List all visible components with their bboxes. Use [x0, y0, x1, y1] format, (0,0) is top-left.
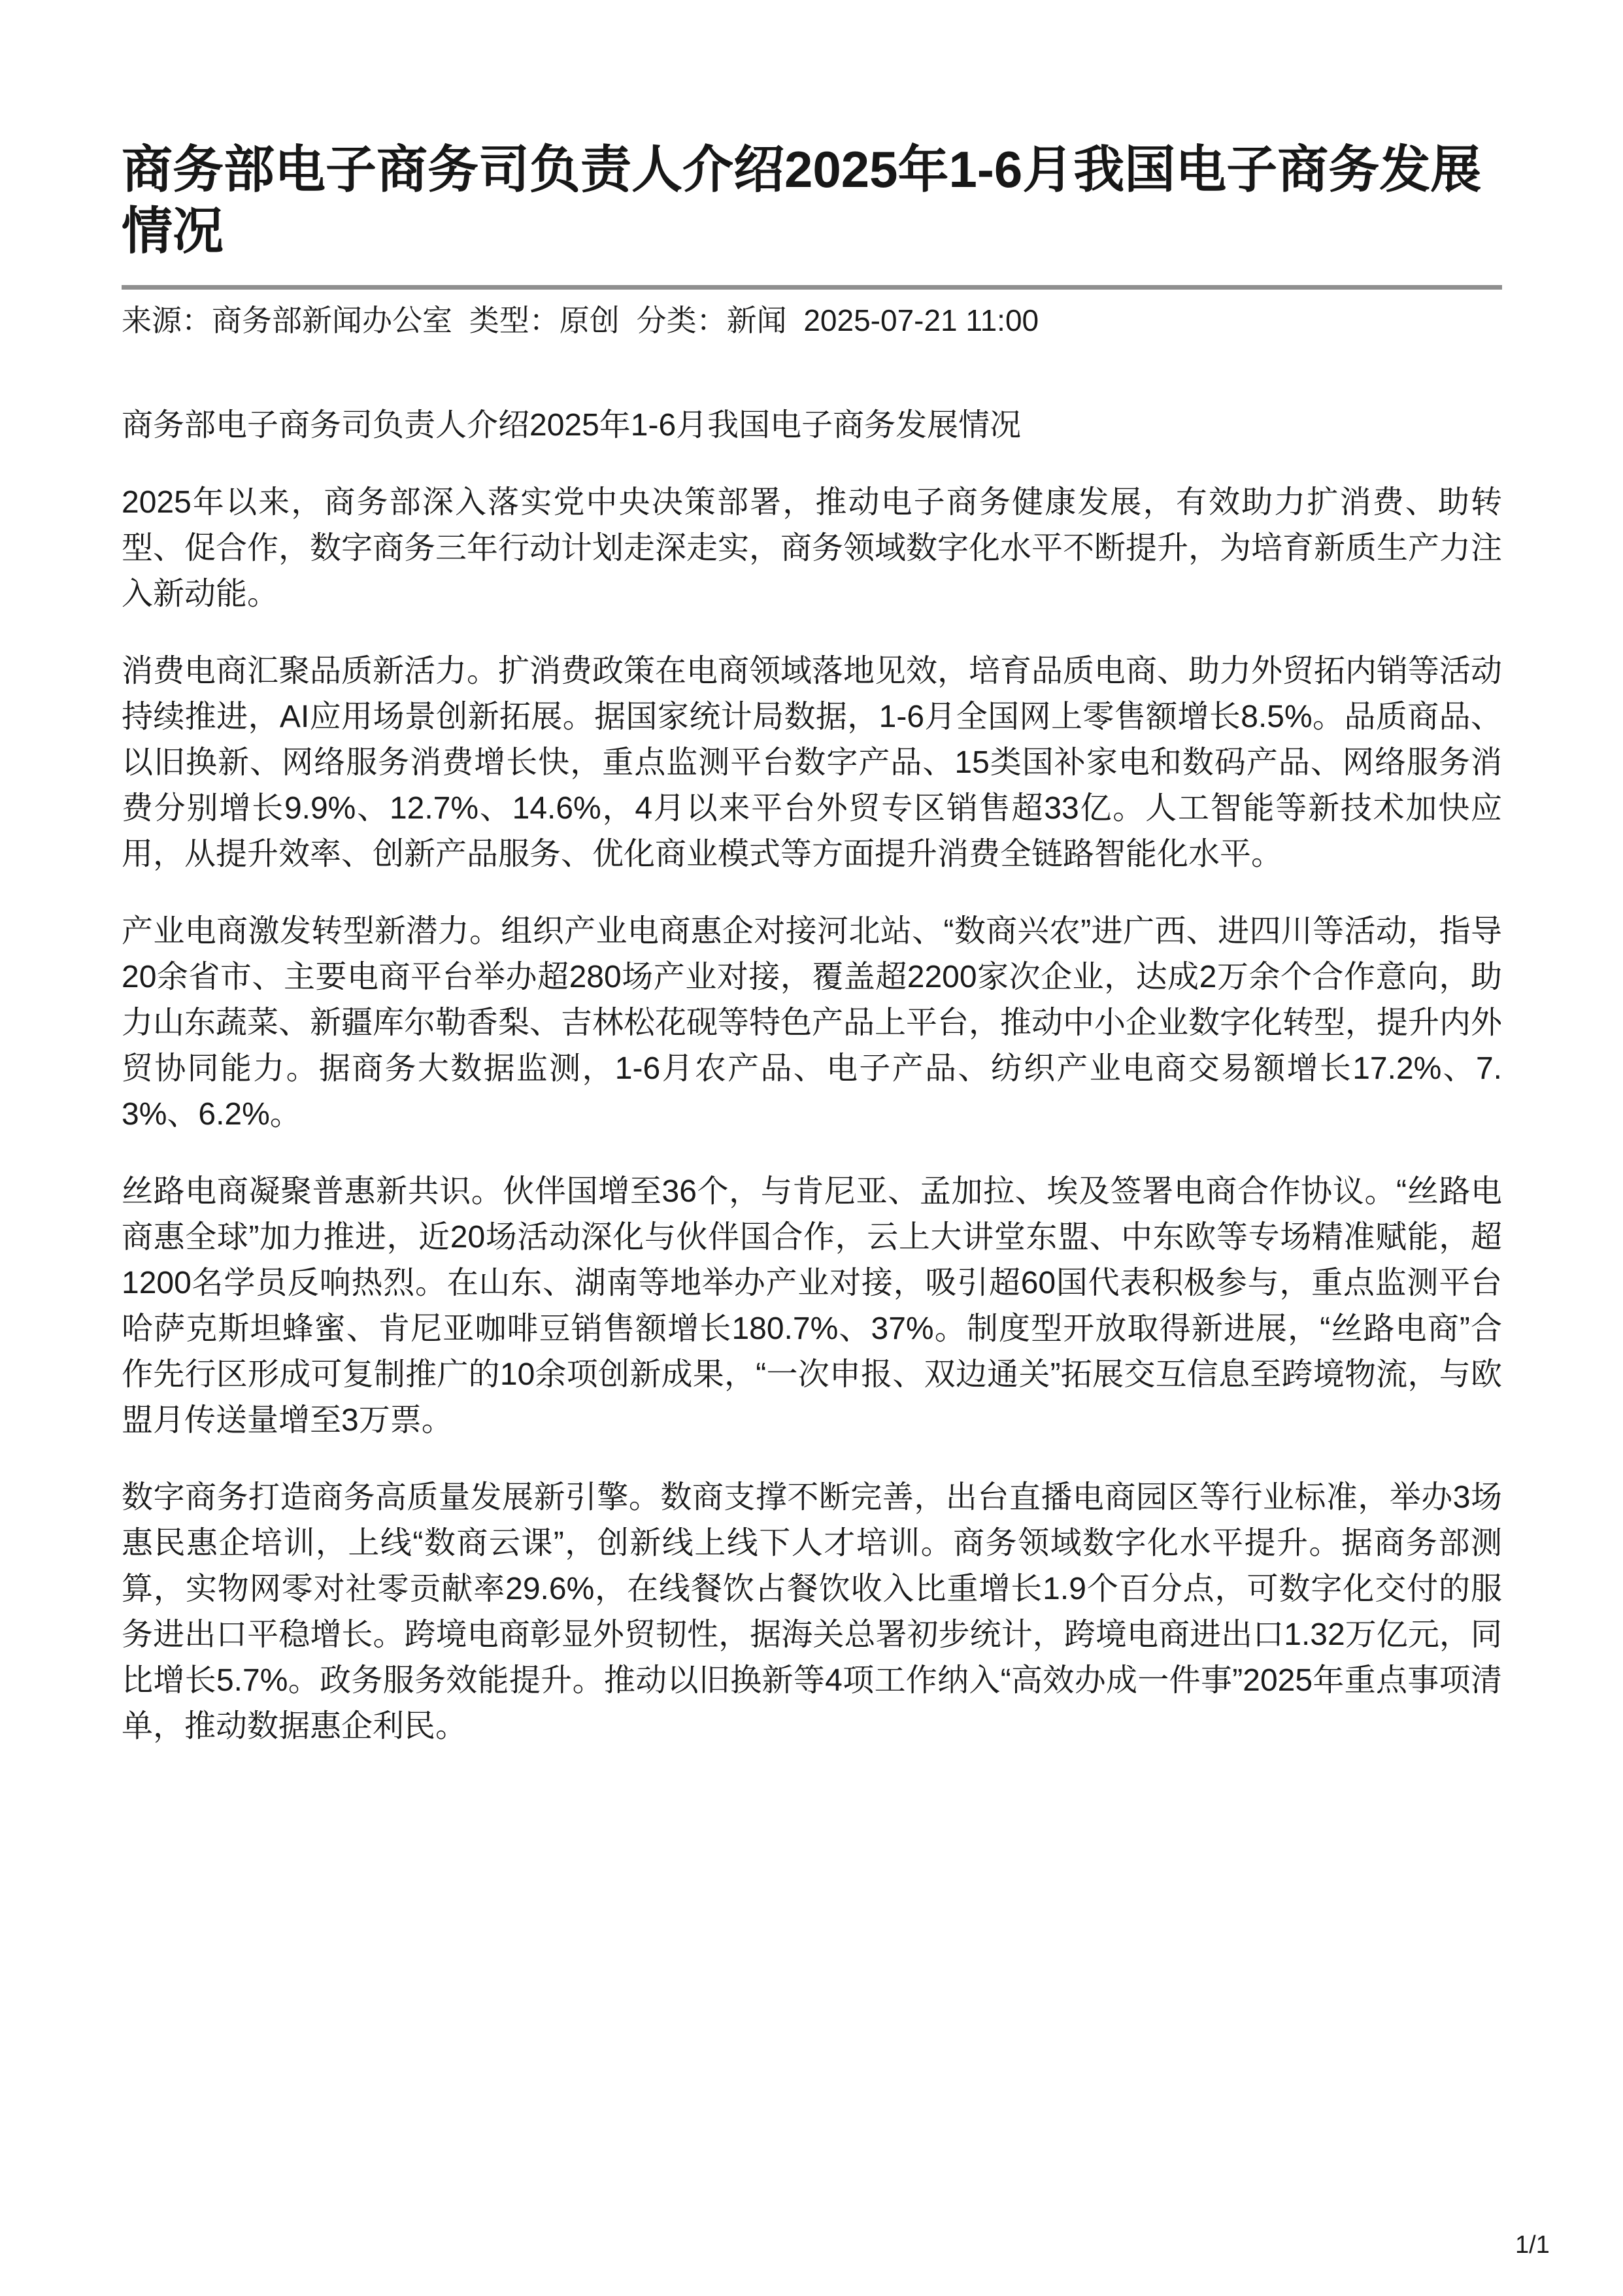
article-paragraph: 消费电商汇聚品质新活力。扩消费政策在电商领域落地见效，培育品质电商、助力外贸拓内销等活动持续推进，AI应用场景创新拓展。据国家统计局数据，1-6月全国网上零售额增长8.5%。品质商品、以旧换新、网络服务消费增长快，重点监测平台数字产品、15类国补家电和数码产品、网络服务消费分别增长9.9%、12.7%、14.6%，4月以来平台外贸专区销售超33亿。人工智能等新技术加快应用，从提升效率、创新产品服务、优化商业模式等方面提升消费全链路智能化水平。	[122, 654, 1503, 871]
meta-source: 来源：商务部新闻办公室	[122, 303, 452, 337]
article-content	[122, 0, 1502, 1749]
article-paragraph: 商务部电子商务司负责人介绍2025年1-6月我国电子商务发展情况	[122, 408, 1022, 443]
page-title: 商务部电子商务司负责人介绍2025年1-6月我国电子商务发展情况	[122, 141, 1482, 260]
title-divider	[122, 285, 1502, 290]
meta-type: 类型：原创	[469, 303, 620, 337]
page-number-indicator: 1/1	[1515, 2231, 1550, 2259]
article-paragraph: 2025年以来，商务部深入落实党中央决策部署，推动电子商务健康发展，有效助力扩消费、助转型、促合作，数字商务三年行动计划走深走实，商务领域数字化水平不断提升，为培育新质生产力注入新动能。	[122, 485, 1503, 611]
article-paragraph: 数字商务打造商务高质量发展新引擎。数商支撑不断完善，出台直播电商园区等行业标准，举办3场惠民惠企培训，上线“数商云课”，创新线上线下人才培训。商务领域数字化水平提升。据商务部测算，实物网零对社零贡献率29.6%，在线餐饮占餐饮收入比重增长1.9个百分点，可数字化交付的服务进出口平稳增长。跨境电商彰显外贸韧性，据海关总署初步统计，跨境电商进出口1.32万亿元，同比增长5.7%。政务服务效能提升。推动以旧换新等4项工作纳入“高效办成一件事”2025年重点事项清单，推动数据惠企利民。	[122, 1480, 1502, 1744]
article-paragraph: 丝路电商凝聚普惠新共识。伙伴国增至36个，与肯尼亚、孟加拉、埃及签署电商合作协议。“丝路电商惠全球”加力推进，近20场活动深化与伙伴国合作，云上大讲堂东盟、中东欧等专场精准赋能，超1200名学员反响热烈。在山东、湖南等地举办产业对接，吸引超60国代表积极参与，重点监测平台哈萨克斯坦蜂蜜、肯尼亚咖啡豆销售额增长180.7%、37%。制度型开放取得新进展，“丝路电商”合作先行区形成可复制推广的10余项创新成果，“一次申报、双边通关”拓展交互信息至跨境物流，与欧盟月传送量增至3万票。	[122, 1174, 1502, 1438]
meta-category: 分类：新闻	[636, 303, 787, 337]
article-paragraph: 产业电商激发转型新潜力。组织产业电商惠企对接河北站、“数商兴农”进广西、进四川等活动，指导20余省市、主要电商平台举办超280场产业对接，覆盖超2200家次企业，达成2万余个合作意向，助力山东蔬菜、新疆库尔勒香梨、吉林松花砚等特色产品上平台，推动中小企业数字化转型，提升内外贸协同能力。据商务大数据监测，1-6月农产品、电子产品、纺织产业电商交易额增长17.2%、7.3%、6.2%。	[122, 914, 1503, 1132]
meta-line	[122, 303, 1502, 337]
meta-datetime: 2025-07-21 11:00	[803, 303, 1039, 337]
article-body	[122, 403, 1502, 1749]
